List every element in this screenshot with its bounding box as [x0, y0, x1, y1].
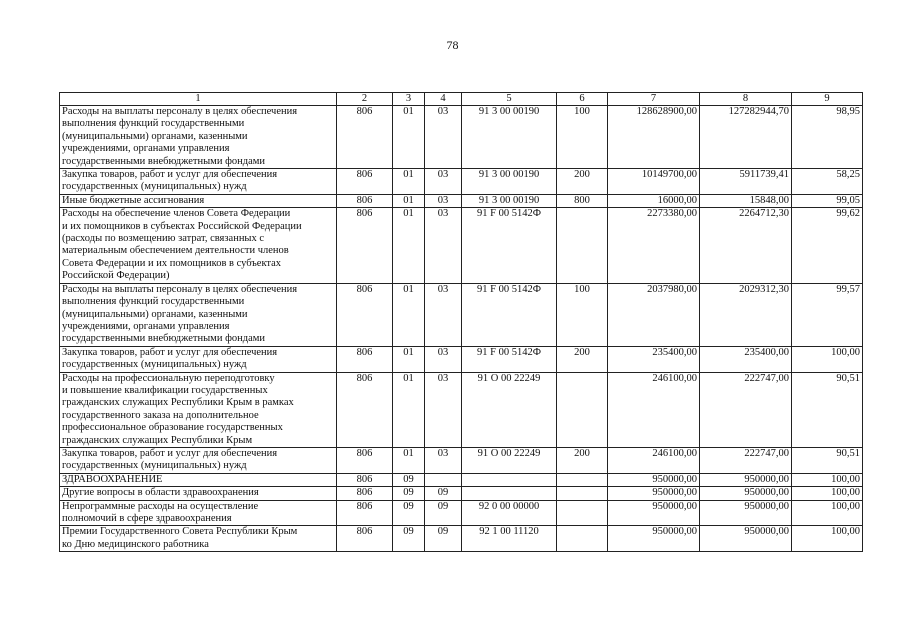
execution-percent: 98,95 — [792, 106, 863, 169]
executed-amount: 15848,00 — [700, 194, 792, 207]
execution-percent: 90,51 — [792, 372, 863, 447]
row-name-line: Премии Государственного Совета Республики Крым — [62, 526, 298, 538]
code-expense-type — [557, 473, 608, 486]
executed-amount: 5911739,41 — [700, 169, 792, 195]
code-expense-type: 100 — [557, 283, 608, 346]
code-ministry: 806 — [337, 283, 393, 346]
code-target-article: 92 0 00 00000 — [462, 500, 557, 526]
code-subsection: 03 — [425, 447, 462, 473]
column-header: 1 — [60, 93, 337, 106]
column-header: 7 — [608, 93, 700, 106]
execution-percent: 99,05 — [792, 194, 863, 207]
header-row — [60, 93, 863, 106]
execution-percent: 100,00 — [792, 473, 863, 486]
code-section: 01 — [393, 208, 425, 283]
code-subsection: 03 — [425, 346, 462, 372]
code-expense-type — [557, 372, 608, 447]
code-target-article: 91 F 00 5142Ф — [462, 283, 557, 346]
code-section: 01 — [393, 283, 425, 346]
table-row — [60, 208, 863, 283]
executed-amount: 127282944,70 — [700, 106, 792, 169]
code-target-article: 91 F 00 5142Ф — [462, 208, 557, 283]
row-name-line: учреждениями, органами управления — [62, 320, 230, 332]
column-header: 8 — [700, 93, 792, 106]
row-name-line: Расходы на выплаты персоналу в целях обеспечения — [62, 106, 298, 117]
execution-percent: 99,62 — [792, 208, 863, 283]
executed-amount: 950000,00 — [700, 526, 792, 552]
row-name-line: Закупка товаров, работ и услуг для обеспечения — [62, 169, 278, 181]
row-name-line: и их помощников в субъектах Российской Федерации — [62, 220, 302, 232]
code-section: 09 — [393, 473, 425, 486]
table-row — [60, 283, 863, 346]
execution-percent: 99,57 — [792, 283, 863, 346]
column-header: 5 — [462, 93, 557, 106]
code-section: 01 — [393, 169, 425, 195]
approved-amount: 246100,00 — [608, 447, 700, 473]
row-name — [60, 526, 337, 552]
code-expense-type — [557, 487, 608, 500]
code-target-article: 91 3 00 00190 — [462, 169, 557, 195]
code-target-article: 91 3 00 00190 — [462, 194, 557, 207]
code-expense-type: 800 — [557, 194, 608, 207]
row-name-line: Другие вопросы в области здравоохранения — [62, 487, 259, 499]
executed-amount: 222747,00 — [700, 372, 792, 447]
row-name-line: государственными внебюджетными фондами — [62, 333, 266, 345]
page-number: 78 — [446, 38, 459, 52]
code-expense-type: 200 — [557, 169, 608, 195]
row-name-line: ко Дню медицинского работника — [62, 538, 209, 550]
row-name-line: гражданских служащих Республики Крым — [62, 434, 253, 446]
table-row — [60, 447, 863, 473]
code-section: 01 — [393, 372, 425, 447]
code-section: 01 — [393, 346, 425, 372]
table-row — [60, 487, 863, 500]
execution-percent: 100,00 — [792, 500, 863, 526]
row-name-line: учреждениями, органами управления — [62, 143, 230, 155]
approved-amount: 2037980,00 — [608, 283, 700, 346]
table-row — [60, 372, 863, 447]
row-name — [60, 169, 337, 195]
row-name — [60, 283, 337, 346]
executed-amount: 950000,00 — [700, 473, 792, 486]
code-ministry: 806 — [337, 208, 393, 283]
code-ministry: 806 — [337, 194, 393, 207]
approved-amount: 235400,00 — [608, 346, 700, 372]
row-name-line: государственных (муниципальных) нужд — [62, 181, 247, 193]
approved-amount: 950000,00 — [608, 473, 700, 486]
code-expense-type: 200 — [557, 447, 608, 473]
code-subsection: 03 — [425, 106, 462, 169]
column-header: 9 — [792, 93, 863, 106]
row-name-line: Расходы на обеспечение членов Совета Федерации — [62, 208, 291, 220]
row-name-line: полномочий в сфере здравоохранения — [62, 513, 232, 524]
code-ministry: 806 — [337, 473, 393, 486]
row-name-line: Расходы на профессиональную переподготовку — [62, 372, 275, 384]
approved-amount: 128628900,00 — [608, 106, 700, 169]
executed-amount: 950000,00 — [700, 500, 792, 526]
code-target-article: 91 3 00 00190 — [462, 106, 557, 169]
code-subsection — [425, 473, 462, 486]
row-name-line: государственными внебюджетными фондами — [62, 155, 266, 167]
approved-amount: 950000,00 — [608, 487, 700, 500]
code-subsection: 03 — [425, 194, 462, 207]
row-name-line: материальным обеспечением деятельности членов — [62, 245, 289, 257]
row-name-line: (расходы по возмещению затрат, связанных с — [62, 233, 265, 245]
code-section: 09 — [393, 526, 425, 552]
code-ministry: 806 — [337, 487, 393, 500]
row-name — [60, 372, 337, 447]
row-name — [60, 346, 337, 372]
row-name-line: (муниципальными) органами, казенными — [62, 308, 248, 320]
column-header: 2 — [337, 93, 393, 106]
code-ministry: 806 — [337, 346, 393, 372]
budget-table — [59, 92, 863, 552]
approved-amount: 2273380,00 — [608, 208, 700, 283]
executed-amount: 2264712,30 — [700, 208, 792, 283]
row-name-line: государственного заказа на дополнительное — [62, 409, 259, 421]
code-expense-type: 100 — [557, 106, 608, 169]
code-target-article — [462, 487, 557, 500]
execution-percent: 100,00 — [792, 487, 863, 500]
table-row — [60, 473, 863, 486]
row-name-line: государственных (муниципальных) нужд — [62, 460, 247, 472]
row-name-line: гражданских служащих Республики Крым в рамках — [62, 397, 294, 409]
execution-percent: 100,00 — [792, 346, 863, 372]
code-subsection: 03 — [425, 169, 462, 195]
row-name — [60, 500, 337, 526]
code-subsection: 03 — [425, 283, 462, 346]
row-name — [60, 447, 337, 473]
code-subsection: 09 — [425, 526, 462, 552]
row-name-line: выполнения функций государственными — [62, 296, 245, 308]
approved-amount: 16000,00 — [608, 194, 700, 207]
column-header: 4 — [425, 93, 462, 106]
code-subsection: 09 — [425, 487, 462, 500]
execution-percent: 100,00 — [792, 526, 863, 552]
approved-amount: 950000,00 — [608, 526, 700, 552]
execution-percent: 58,25 — [792, 169, 863, 195]
code-target-article: 91 О 00 22249 — [462, 447, 557, 473]
approved-amount: 950000,00 — [608, 500, 700, 526]
row-name-line: Совета Федерации и их помощников в субъектах — [62, 257, 282, 269]
code-expense-type — [557, 208, 608, 283]
code-target-article: 91 О 00 22249 — [462, 372, 557, 447]
code-expense-type: 200 — [557, 346, 608, 372]
row-name-line: Иные бюджетные ассигнования — [62, 194, 205, 206]
row-name-line: профессиональное образование государственных — [62, 422, 283, 434]
code-ministry: 806 — [337, 500, 393, 526]
table-row — [60, 500, 863, 526]
approved-amount: 10149700,00 — [608, 169, 700, 195]
code-subsection: 03 — [425, 208, 462, 283]
code-expense-type — [557, 526, 608, 552]
row-name-line: Российской Федерации) — [62, 270, 170, 282]
code-target-article — [462, 473, 557, 486]
row-name — [60, 487, 337, 500]
execution-percent: 90,51 — [792, 447, 863, 473]
code-ministry: 806 — [337, 169, 393, 195]
code-subsection: 03 — [425, 372, 462, 447]
code-ministry: 806 — [337, 447, 393, 473]
row-name-line: Закупка товаров, работ и услуг для обеспечения — [62, 447, 278, 459]
code-section: 01 — [393, 447, 425, 473]
code-section: 09 — [393, 500, 425, 526]
code-section: 09 — [393, 487, 425, 500]
row-name — [60, 208, 337, 283]
table-row — [60, 346, 863, 372]
row-name-line: Расходы на выплаты персоналу в целях обеспечения — [62, 283, 298, 295]
row-name-line: (муниципальными) органами, казенными — [62, 130, 248, 142]
code-ministry: 806 — [337, 372, 393, 447]
executed-amount: 2029312,30 — [700, 283, 792, 346]
row-name-line: Непрограммные расходы на осуществление — [62, 500, 259, 512]
row-name — [60, 194, 337, 207]
approved-amount: 246100,00 — [608, 372, 700, 447]
code-section: 01 — [393, 194, 425, 207]
code-target-article: 92 1 00 11120 — [462, 526, 557, 552]
code-section: 01 — [393, 106, 425, 169]
executed-amount: 950000,00 — [700, 487, 792, 500]
column-header: 6 — [557, 93, 608, 106]
code-target-article: 91 F 00 5142Ф — [462, 346, 557, 372]
row-name — [60, 473, 337, 486]
code-ministry: 806 — [337, 106, 393, 169]
table-row — [60, 106, 863, 169]
table-row — [60, 169, 863, 195]
row-name-line: государственных (муниципальных) нужд — [62, 359, 247, 371]
row-name — [60, 106, 337, 169]
row-name-line: выполнения функций государственными — [62, 118, 245, 130]
table-body — [60, 106, 863, 552]
row-name-line: и повышение квалификации государственных — [62, 384, 268, 396]
executed-amount: 222747,00 — [700, 447, 792, 473]
code-expense-type — [557, 500, 608, 526]
row-name-line: Закупка товаров, работ и услуг для обеспечения — [62, 346, 278, 358]
table-row — [60, 194, 863, 207]
executed-amount: 235400,00 — [700, 346, 792, 372]
column-header: 3 — [393, 93, 425, 106]
table-row — [60, 526, 863, 552]
code-subsection: 09 — [425, 500, 462, 526]
row-name-line: ЗДРАВООХРАНЕНИЕ — [62, 473, 163, 485]
code-ministry: 806 — [337, 526, 393, 552]
